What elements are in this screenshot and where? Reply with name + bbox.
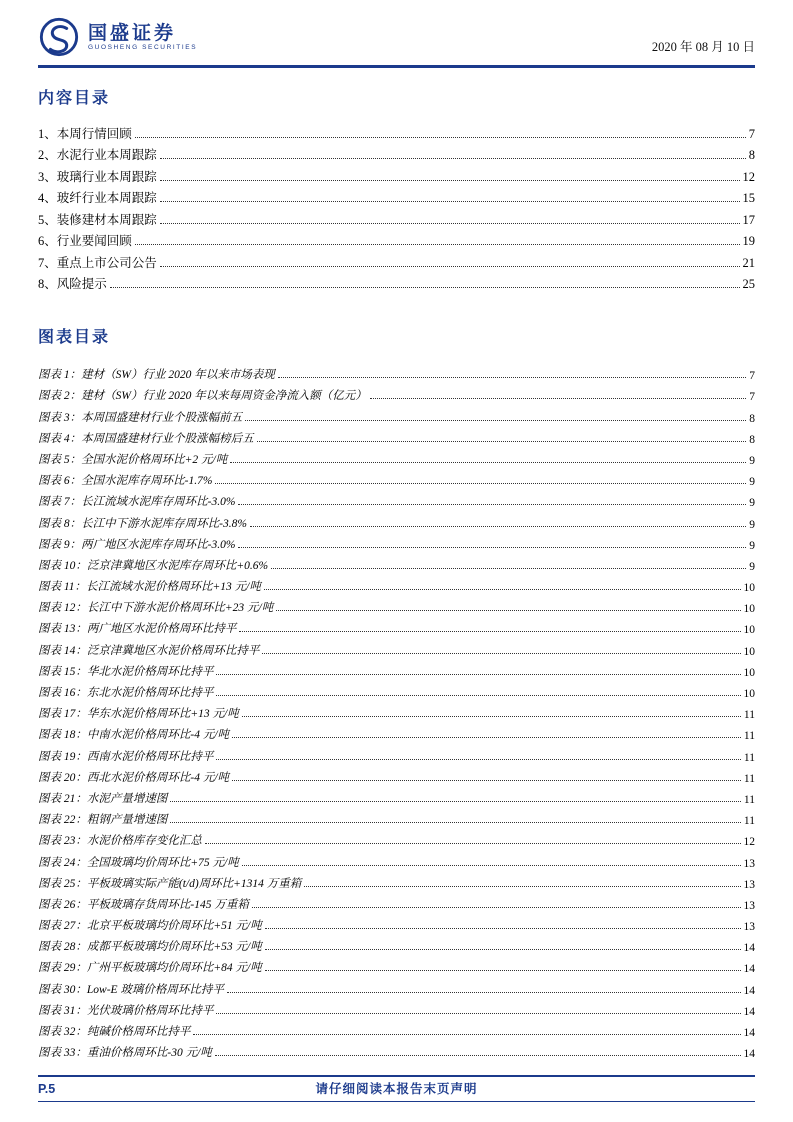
toc-entry[interactable] [38,163,755,185]
dotted-leader [160,180,740,181]
brand [38,16,197,58]
dotted-leader [160,158,746,159]
dotted-leader [227,992,741,993]
dotted-leader [245,420,746,421]
figure-entry-label: 图表 15：华北水泥价格周环比持平 [38,665,214,678]
brand-subtitle: GUOSHENG SECURITIES [88,44,198,52]
toc-title: 内容目录 [38,90,111,107]
toc-entry[interactable] [38,228,755,250]
figure-entry[interactable] [38,742,755,763]
toc-entry-label: 7、重点上市公司公告 [38,255,157,270]
dotted-leader [160,223,740,224]
figure-entry-label: 图表 29：广州平板玻璃均价周环比+84 元/吨 [38,962,262,975]
figure-entry-page: 13 [743,921,755,934]
figure-entry-page: 11 [743,709,755,722]
figure-entry[interactable] [38,933,755,954]
figure-entry-label: 图表 2：建材（SW）行业 2020 年以来每周资金净流入额（亿元） [38,390,367,403]
dotted-leader [232,737,741,738]
figure-entry-label: 图表 7：长江流域水泥库存周环比-3.0% [38,496,236,509]
brand-text [88,23,197,52]
dotted-leader [216,759,741,760]
figure-entry-page: 11 [743,730,755,743]
figure-entry-label: 图表 10：泛京津冀地区水泥库存周环比+0.6% [38,559,269,572]
figure-entry-label: 图表 27：北京平板玻璃均价周环比+51 元/吨 [38,920,262,933]
dotted-leader [193,1034,740,1035]
figure-entry-page: 9 [749,476,755,489]
dotted-leader [170,822,741,823]
toc-entry[interactable] [38,185,755,207]
figure-entry-page: 10 [743,603,755,616]
figure-entry-label: 图表 30：Low-E 玻璃价格周环比持平 [38,983,224,996]
figure-entry-label: 图表 22：粗钢产量增速图 [38,814,168,827]
figure-entry-page: 14 [743,942,755,955]
figure-entry[interactable] [38,509,755,530]
dotted-leader [265,928,741,929]
figure-entry[interactable] [38,488,755,509]
figure-entry-label: 图表 12：长江中下游水泥价格周环比+23 元/吨 [38,602,274,615]
footer-bottom-divider [38,1101,755,1103]
figure-entry[interactable] [38,700,755,721]
figure-entry[interactable] [38,552,755,573]
figure-entry-label: 图表 19：西南水泥价格周环比持平 [38,750,214,763]
toc-entry-page: 25 [742,277,755,291]
figure-entry[interactable] [38,764,755,785]
dotted-leader [257,441,747,442]
dotted-leader [242,716,741,717]
figure-entry[interactable] [38,806,755,827]
figure-entry-label: 图表 24：全国玻璃均价周环比+75 元/吨 [38,856,239,869]
figure-entry-label: 图表 20：西北水泥价格周环比-4 元/吨 [38,771,230,784]
figure-entry[interactable] [38,997,755,1018]
report-date: 2020 年 08 月 10 日 [651,40,755,54]
footer-page-number: P.5 [38,1081,56,1096]
figure-entry-page: 9 [749,518,755,531]
dotted-leader [216,1013,740,1014]
figure-entry-page: 14 [743,984,755,997]
figure-entry-label: 图表 3：本周国盛建材行业个股涨幅前五 [38,411,243,424]
figure-entry[interactable] [38,446,755,467]
toc-entry-page: 12 [742,169,755,184]
dotted-leader [215,483,746,484]
figure-entry[interactable] [38,658,755,679]
figure-entry-label: 图表 17：华东水泥价格周环比+13 元/吨 [38,708,239,721]
figure-entry-page: 14 [743,1027,755,1039]
figure-entry-label: 图表 18：中南水泥价格周环比-4 元/吨 [38,729,230,742]
figure-entry-page: 12 [743,836,755,849]
figure-entry-label: 图表 16：东北水泥价格周环比持平 [38,687,214,699]
figure-entry-page: 13 [743,878,755,891]
dotted-leader [370,398,747,399]
figure-entry-label: 图表 6：全国水泥库存周环比-1.7% [38,475,213,488]
figure-entry-label: 图表 14：泛京津冀地区水泥价格周环比持平 [38,644,260,657]
figure-entry[interactable] [38,594,755,615]
figure-entry-label: 图表 5：全国水泥价格周环比+2 元/吨 [38,453,228,466]
toc-entry-label: 6、行业要闻回顾 [38,234,132,248]
figure-entry-label: 图表 4：本周国盛建材行业个股涨幅榜后五 [38,432,254,445]
dotted-leader [170,801,741,802]
dotted-leader [262,653,740,654]
figure-entry[interactable] [38,1018,755,1039]
dotted-leader [238,504,746,505]
toc-entry-label: 3、玻璃行业本周跟踪 [38,169,157,184]
dotted-leader [265,949,741,950]
dotted-leader [160,201,740,202]
toc-entry-page: 17 [742,212,755,227]
figure-entry-page: 10 [743,645,755,658]
dotted-leader [242,865,741,866]
figure-entry-page: 11 [743,793,755,806]
dotted-leader [205,843,741,844]
figure-entry-page: 11 [743,772,755,785]
figure-entry-label: 图表 26：平板玻璃存货周环比-145 万重箱 [38,898,249,911]
figure-entry[interactable] [38,425,755,446]
toc-entry-label: 8、风险提示 [38,277,107,291]
figure-entry-page: 8 [749,412,755,425]
footer-content [38,1077,755,1101]
figure-entry[interactable] [38,679,755,700]
toc-entry-page: 7 [748,126,755,141]
figure-entry-label: 图表 21：水泥产量增速图 [38,792,168,805]
figure-entry-label: 图表 28：成都平板玻璃均价周环比+53 元/吨 [38,941,262,954]
dotted-leader [110,287,740,288]
figure-entry[interactable] [38,912,755,933]
figure-entry-page: 10 [743,666,755,679]
dotted-leader [252,907,741,908]
figure-entry-page: 11 [743,815,755,828]
toc-entry[interactable] [38,249,755,271]
figure-entry[interactable] [38,636,755,657]
toc-entry-page: 15 [742,191,755,205]
header [38,16,755,58]
figure-entry[interactable] [38,785,755,806]
dotted-leader [304,886,740,887]
dotted-leader [135,137,746,138]
dotted-leader [160,266,740,267]
figure-entry[interactable] [38,615,755,636]
toc-entry[interactable] [38,206,755,228]
figure-entry-page: 9 [749,539,755,552]
figure-entry[interactable] [38,573,755,594]
dotted-leader [135,244,740,245]
dotted-leader [216,674,740,675]
figure-entry-page: 10 [743,624,755,637]
figure-entry-page: 9 [749,560,755,573]
figure-entry[interactable] [38,1039,755,1060]
dotted-leader [264,589,741,590]
dotted-leader [239,631,740,632]
figures-title: 图表目录 [38,329,111,346]
figure-entry[interactable] [38,975,755,996]
dotted-leader [276,610,740,611]
figure-entry[interactable] [38,870,755,891]
toc-entry-label: 2、水泥行业本周跟踪 [38,148,157,162]
figure-entry[interactable] [38,467,755,488]
figure-entry-label: 图表 31：光伏玻璃价格周环比持平 [38,1004,214,1017]
dotted-leader [265,970,741,971]
dotted-leader [238,547,746,548]
footer-disclaimer: 请仔细阅读本报告末页声明 [315,1081,478,1096]
figure-entry[interactable] [38,531,755,552]
toc-entry-label: 4、玻纤行业本周跟踪 [38,191,157,205]
figure-entry-page: 14 [743,1005,755,1018]
toc-entry-page: 8 [748,148,755,162]
toc-entry[interactable] [38,120,755,142]
figure-entry-page: 9 [749,497,755,510]
toc-list [38,120,755,292]
figure-entry-label: 图表 8：长江中下游水泥库存周环比-3.8% [38,517,247,530]
guosheng-logo-icon [38,16,80,58]
figure-entry-label: 图表 32：纯碱价格周环比持平 [38,1026,191,1038]
footer [38,1075,755,1102]
figure-entry-page: 14 [743,1048,755,1061]
figure-entry-page: 14 [743,963,755,976]
figure-entry[interactable] [38,361,755,382]
figure-entry[interactable] [38,403,755,424]
figure-entry[interactable] [38,827,755,848]
toc-entry-page: 19 [742,234,755,248]
figure-entry-page: 7 [749,370,755,383]
dotted-leader [250,526,746,527]
toc-entry-label: 5、装修建材本周跟踪 [38,212,157,227]
figure-entry-page: 13 [743,857,755,870]
dotted-leader [215,1055,741,1056]
figure-entry-page: 8 [749,433,755,446]
figure-entry-page: 10 [743,688,755,700]
dotted-leader [232,780,741,781]
toc-entry-label: 1、本周行情回顾 [38,126,132,141]
figure-entry[interactable] [38,954,755,975]
figure-entry-page: 9 [749,454,755,467]
figure-entry-label: 图表 9：两广地区水泥库存周环比-3.0% [38,538,236,551]
brand-name: 国盛证券 [88,22,177,44]
dotted-leader [230,462,746,463]
toc-entry[interactable] [38,271,755,293]
figure-entry-page: 10 [743,582,755,595]
figure-entry-label: 图表 1：建材（SW）行业 2020 年以来市场表现 [38,369,275,382]
dotted-leader [278,377,747,378]
figure-entry[interactable] [38,382,755,403]
figure-entry-label: 图表 13：两广地区水泥价格周环比持平 [38,623,237,636]
figure-entry-label: 图表 25：平板玻璃实际产能(t/d)周环比+1314 万重箱 [38,877,302,890]
figure-entry[interactable] [38,848,755,869]
figure-entry[interactable] [38,891,755,912]
dotted-leader [216,695,740,696]
figure-entry-page: 13 [743,899,755,912]
toc-entry[interactable] [38,142,755,164]
header-divider [38,65,755,68]
figure-entry[interactable] [38,721,755,742]
toc-entry-page: 21 [742,255,755,270]
figure-entry-page: 11 [743,751,755,764]
figure-list [38,361,755,1060]
figure-entry-label: 图表 11：长江流域水泥价格周环比+13 元/吨 [38,581,261,594]
dotted-leader [271,568,746,569]
figure-entry-label: 图表 33：重油价格周环比-30 元/吨 [38,1047,212,1060]
figure-entry-page: 7 [749,391,755,404]
figure-entry-label: 图表 23：水泥价格库存变化汇总 [38,835,202,848]
